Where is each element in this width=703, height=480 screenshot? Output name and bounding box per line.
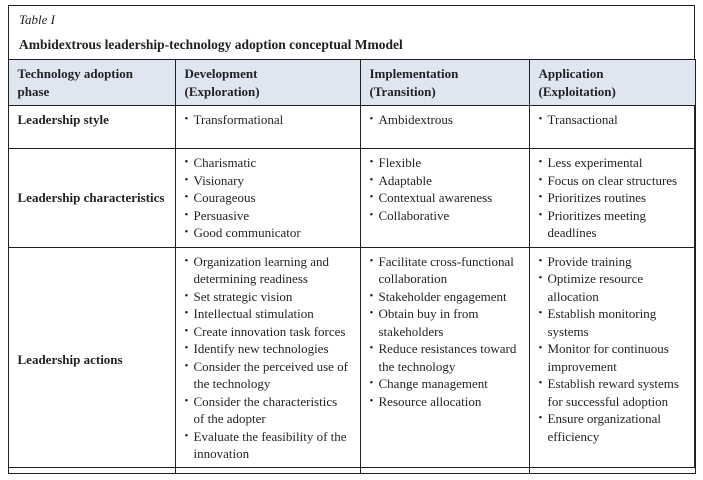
list-item: • Consider the characteristics of the adopter xyxy=(185,393,351,428)
list-item: • Flexible xyxy=(370,154,520,172)
list-item: • Courageous xyxy=(185,189,351,207)
list-item: • Obtain buy in from stakeholders xyxy=(370,305,520,340)
list-item: • Prioritizes routines xyxy=(539,189,686,207)
list-item: • Focus on clear structures xyxy=(539,172,686,190)
adoption-model-table xyxy=(8,59,696,474)
bullet-list xyxy=(370,253,520,411)
header-subtext: (Transition) xyxy=(369,83,436,99)
header-phase xyxy=(8,60,175,106)
list-item: • Set strategic vision xyxy=(185,288,351,306)
list-item: • Transformational xyxy=(185,111,351,129)
bullet-list xyxy=(539,154,686,242)
table-cell xyxy=(175,149,360,248)
list-item: • Intellectual stimulation xyxy=(185,305,351,323)
list-item: • Good communicator xyxy=(185,224,351,242)
list-item: • Create innovation task forces xyxy=(185,323,351,341)
table-cell xyxy=(529,247,695,473)
list-item: • Ambidextrous xyxy=(370,111,520,129)
list-item: • Optimize resource allocation xyxy=(539,270,686,305)
table-title: Ambidextrous leadership-technology adoption conceptual Mmodel xyxy=(19,37,403,52)
table-cell xyxy=(360,247,529,473)
list-item: • Organization learning and determining readiness xyxy=(185,253,351,288)
table-cell xyxy=(529,106,695,149)
table-cell xyxy=(175,247,360,473)
table-caption: Table I xyxy=(19,12,55,27)
list-item: • Stakeholder engagement xyxy=(370,288,520,306)
table-row-leadership-actions xyxy=(8,247,695,473)
row-label: Leadership style xyxy=(8,106,175,149)
list-item: • Less experimental xyxy=(539,154,686,172)
bullet-list xyxy=(539,253,686,446)
bullet-list xyxy=(185,253,351,463)
table-row-leadership-characteristics xyxy=(8,149,695,248)
bullet-list xyxy=(185,111,351,129)
header-row xyxy=(8,60,695,106)
list-item: • Adaptable xyxy=(370,172,520,190)
header-development xyxy=(175,60,360,106)
list-item: • Change management xyxy=(370,375,520,393)
table-cell xyxy=(175,106,360,149)
list-item: • Transactional xyxy=(539,111,686,129)
table-frame xyxy=(8,5,695,468)
table-cell xyxy=(529,149,695,248)
list-item: • Identify new technologies xyxy=(185,340,351,358)
bullet-list xyxy=(370,111,520,129)
list-item: • Prioritizes meeting deadlines xyxy=(539,207,686,242)
list-item: • Facilitate cross-functional collaboration xyxy=(370,253,520,288)
list-item: • Ensure organizational efficiency xyxy=(539,410,686,445)
table-cell xyxy=(360,106,529,149)
header-implementation xyxy=(360,60,529,106)
list-item: • Establish reward systems for successful adoption xyxy=(539,375,686,410)
row-label: Leadership characteristics xyxy=(8,149,175,248)
list-item: • Contextual awareness xyxy=(370,189,520,207)
header-text: Implementation xyxy=(369,66,459,81)
bullet-list xyxy=(185,154,351,242)
list-item: • Monitor for continuous improvement xyxy=(539,340,686,375)
list-item: • Visionary xyxy=(185,172,351,190)
list-item: • Reduce resistances toward the technology xyxy=(370,340,520,375)
bullet-list xyxy=(539,111,686,129)
header-text: Technology adoption phase xyxy=(17,66,133,99)
header-application xyxy=(529,60,695,106)
header-text: Application xyxy=(538,66,604,81)
list-item: • Establish monitoring systems xyxy=(539,305,686,340)
list-item: • Consider the perceived use of the technology xyxy=(185,358,351,393)
header-subtext: (Exploration) xyxy=(184,83,260,99)
list-item: • Persuasive xyxy=(185,207,351,225)
row-label: Leadership actions xyxy=(8,247,175,473)
table-row-leadership-style xyxy=(8,106,695,149)
table-cell xyxy=(360,149,529,248)
list-item: • Resource allocation xyxy=(370,393,520,411)
header-text: Development xyxy=(184,66,258,81)
bullet-list xyxy=(370,154,520,224)
list-item: • Provide training xyxy=(539,253,686,271)
list-item: • Evaluate the feasibility of the innovation xyxy=(185,428,351,463)
list-item: • Charismatic xyxy=(185,154,351,172)
header-subtext: (Exploitation) xyxy=(538,83,616,99)
list-item: • Collaborative xyxy=(370,207,520,225)
